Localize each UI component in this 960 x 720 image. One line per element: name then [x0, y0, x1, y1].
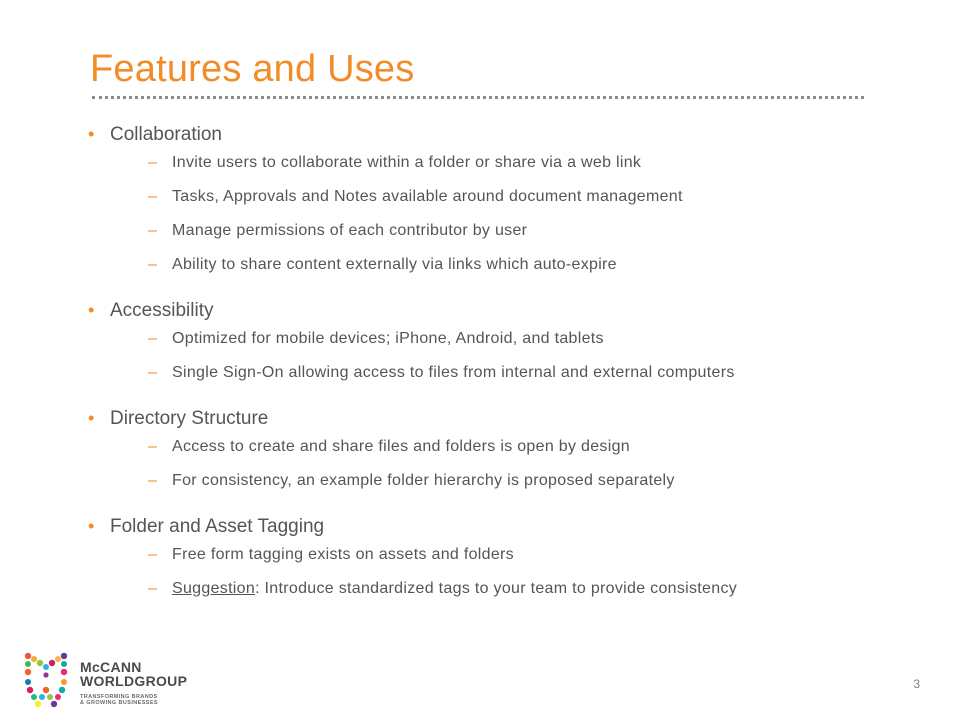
sub-item	[88, 188, 908, 222]
bullet-marker: •	[88, 300, 95, 320]
section-accessibility	[88, 300, 908, 398]
sub-item	[88, 330, 908, 364]
logo-name-line2: WORLDGROUP	[80, 673, 188, 689]
logo-mark-icon	[22, 650, 74, 710]
bullet-heading: Directory Structure	[110, 408, 269, 429]
sub-item	[88, 222, 908, 256]
sub-item-text: Free form tagging exists on assets and folders	[172, 546, 514, 563]
sub-item	[88, 438, 908, 472]
dash-marker: –	[148, 330, 157, 347]
suggestion-label: Suggestion	[172, 580, 256, 597]
bullet-marker: •	[88, 516, 95, 536]
dash-marker: –	[148, 154, 157, 171]
dash-marker: –	[148, 222, 157, 239]
dash-marker: –	[148, 580, 157, 597]
dash-marker: –	[148, 188, 157, 205]
sub-item-text: Single Sign-On allowing access to files from internal and external computers	[172, 364, 735, 381]
logo-tagline	[80, 694, 158, 706]
bullet-heading: Accessibility	[110, 300, 214, 321]
bullet-item	[88, 124, 908, 154]
sub-item-text: Ability to share content externally via links which auto-expire	[172, 256, 617, 273]
sub-item-text: For consistency, an example folder hierarchy is proposed separately	[172, 472, 675, 489]
bullet-item	[88, 408, 908, 438]
bullet-item	[88, 300, 908, 330]
bullet-item	[88, 516, 908, 546]
sub-item-text: Optimized for mobile devices; iPhone, Android, and tablets	[172, 330, 604, 347]
logo-wordmark	[80, 660, 187, 688]
dash-marker: –	[148, 438, 157, 455]
title-divider	[92, 96, 864, 99]
section-folder-asset-tagging	[88, 516, 908, 614]
dash-marker: –	[148, 364, 157, 381]
section-collaboration	[88, 124, 908, 290]
dash-marker: –	[148, 256, 157, 273]
section-directory-structure	[88, 408, 908, 506]
bullet-heading: Collaboration	[110, 124, 222, 145]
sub-item	[88, 580, 908, 614]
dash-marker: –	[148, 546, 157, 563]
sub-item	[88, 364, 908, 398]
sub-item-text: Manage permissions of each contributor by user	[172, 222, 528, 239]
sub-item-text: Access to create and share files and folders is open by design	[172, 438, 630, 455]
page-number: 3	[913, 677, 920, 691]
logo-tagline-line2: & GROWING BUSINESSES	[80, 700, 158, 706]
slide-content	[88, 124, 908, 624]
sub-item	[88, 154, 908, 188]
slide-title: Features and Uses	[90, 48, 415, 90]
company-logo	[22, 650, 222, 712]
sub-item-text: Tasks, Approvals and Notes available around document management	[172, 188, 683, 205]
suggestion-body: : Introduce standardized tags to your team to provide consistency	[255, 580, 738, 597]
sub-item	[88, 546, 908, 580]
bullet-marker: •	[88, 408, 95, 428]
sub-item	[88, 472, 908, 506]
suggestion-text	[172, 580, 737, 598]
sub-item-text: Invite users to collaborate within a folder or share via a web link	[172, 154, 642, 171]
dash-marker: –	[148, 472, 157, 489]
logo-tagline-line1: TRANSFORMING BRANDS	[80, 694, 158, 700]
sub-item	[88, 256, 908, 290]
bullet-marker: •	[88, 124, 95, 144]
bullet-heading: Folder and Asset Tagging	[110, 516, 325, 537]
logo-name-line1: McCANN	[80, 659, 142, 675]
